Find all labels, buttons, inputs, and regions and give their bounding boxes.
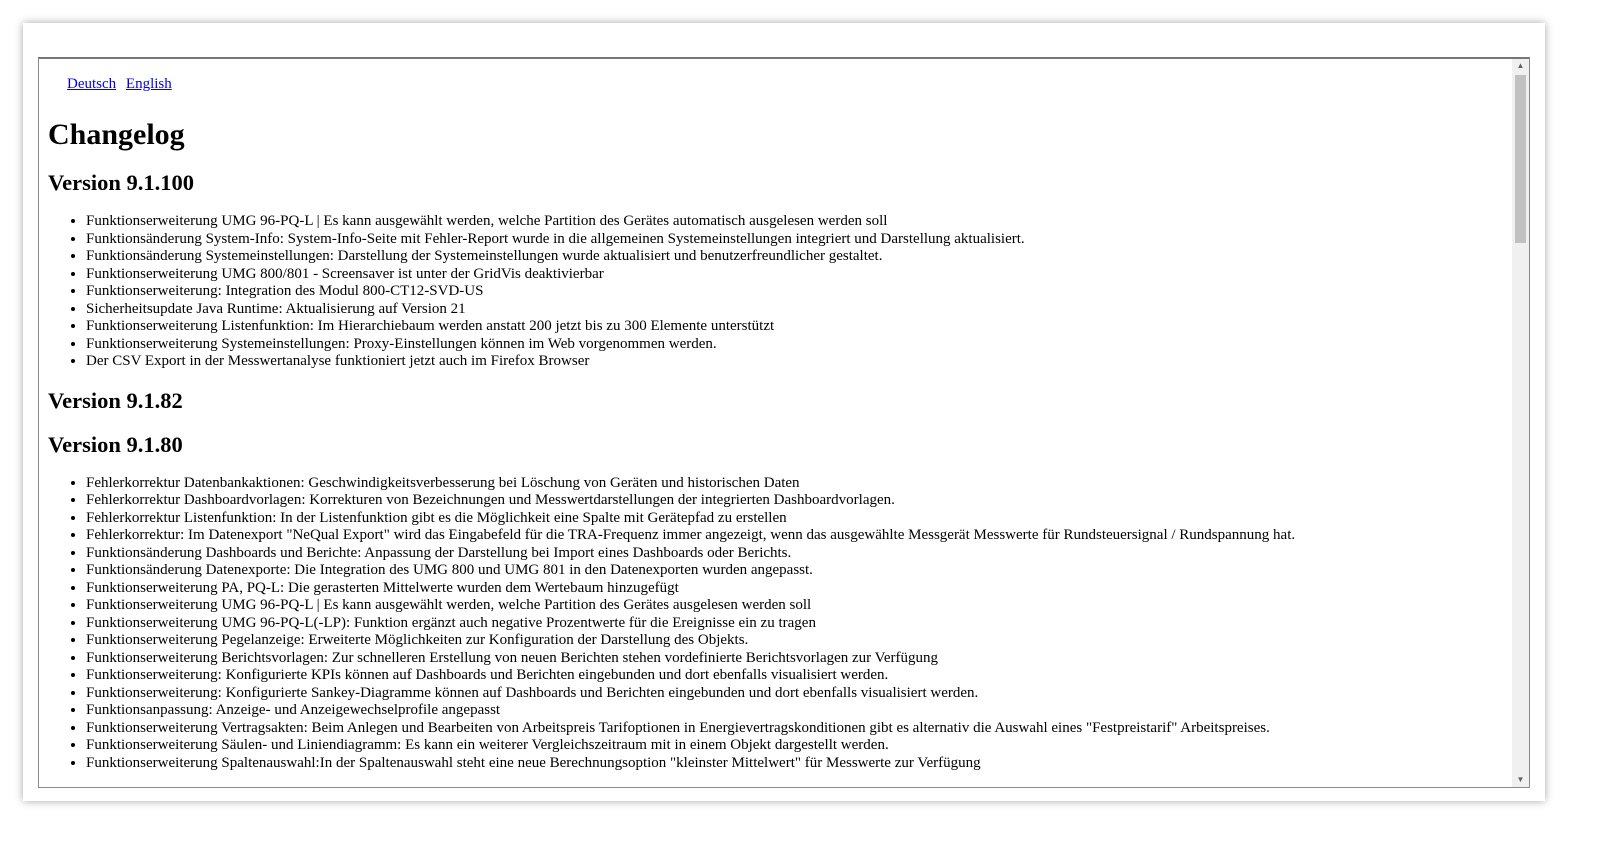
changelog-item: • Funktionsanpassung: Anzeige- und Anzeigewechselprofile angepasst <box>86 702 1509 720</box>
version-list <box>48 167 1509 772</box>
changelog-list <box>48 475 1509 773</box>
scroll-down-arrow-icon[interactable]: ▼ <box>1516 775 1525 784</box>
changelog-item: • Funktionserweiterung UMG 800/801 - Screensaver ist unter der GridVis deaktivierbar <box>86 266 1509 284</box>
page-title: Changelog <box>48 118 185 151</box>
language-link-deutsch[interactable]: Deutsch <box>67 76 117 92</box>
changelog-item: • Funktionsänderung Dashboards und Berichte: Anpassung der Darstellung bei Import eines Dashboards oder Berichts. <box>86 545 1509 563</box>
changelog-item: • Funktionsänderung Systemeinstellungen: Darstellung der Systemeinstellungen wurde aktualisiert und benutzerfreundlicher gestaltet. <box>86 248 1509 266</box>
version-heading: Version 9.1.80 <box>48 431 183 457</box>
changelog-item: • Funktionserweiterung PA, PQ-L: Die gerasterten Mittelwerte wurden dem Wertebaum hinzugefügt <box>86 580 1509 598</box>
changelog-item: • Fehlerkorrektur Dashboardvorlagen: Korrekturen von Bezeichnungen und Messwertdarstellungen der integrierten Dashboardvorlagen. <box>86 492 1509 510</box>
changelog-item: • Funktionserweiterung UMG 96-PQ-L | Es kann ausgewählt werden, welche Partition des Gerätes ausgelesen werden soll <box>86 597 1509 615</box>
version-heading: Version 9.1.100 <box>48 170 195 195</box>
version-heading: Version 9.1.82 <box>48 387 183 413</box>
changelog-item: • Funktionserweiterung: Konfigurierte Sankey-Diagramme können auf Dashboards und Berichten eingebunden und dort ebenfalls visualisiert werden. <box>86 685 1509 703</box>
changelog-item: • Der CSV Export in der Messwertanalyse funktioniert jetzt auch im Firefox Browser <box>86 353 1509 371</box>
changelog-item: • Funktionserweiterung Spaltenauswahl:In der Spaltenauswahl steht eine neue Berechnungsoption "kleinster Mittelwert" für Messwerte zur Verfügung <box>86 755 1509 773</box>
changelog-list <box>48 213 1509 371</box>
changelog-item: • Funktionserweiterung Listenfunktion: Im Hierarchiebaum werden anstatt 200 jetzt bis zu 300 Elemente unterstützt <box>86 318 1509 336</box>
changelog-item: • Fehlerkorrektur Listenfunktion: In der Listenfunktion gibt es die Möglichkeit eine Spalte mit Gerätepfad zu erstellen <box>86 510 1509 528</box>
changelog-item: • Funktionserweiterung UMG 96-PQ-L(-LP): Funktion ergänzt auch negative Prozentwerte für die Ereignisse ein zu tragen <box>86 615 1509 633</box>
scrollbar-thumb[interactable] <box>1515 75 1526 243</box>
changelog-content <box>48 59 1509 787</box>
changelog-item: • Fehlerkorrektur: Im Datenexport "NeQual Export" wird das Eingabefeld für die TRA-Frequenz immer angezeigt, wenn das ausgewählte Messgerät Messwerte für Rundsteuersignal / Rundspannung hat. <box>86 527 1509 545</box>
changelog-item: • Funktionserweiterung UMG 96-PQ-L | Es kann ausgewählt werden, welche Partition des Gerätes automatisch ausgelesen werden soll <box>86 213 1509 231</box>
changelog-item: • Funktionserweiterung Säulen- und Liniendiagramm: Es kann ein weiterer Vergleichszeitraum mit in einem Objekt dargestellt werden. <box>86 737 1509 755</box>
vertical-scrollbar[interactable] <box>1512 59 1529 787</box>
language-links <box>67 76 1509 93</box>
changelog-item: • Fehlerkorrektur Datenbankaktionen: Geschwindigkeitsverbesserung bei Löschung von Geräten und historischen Daten <box>86 475 1509 493</box>
changelog-item: • Funktionsänderung System-Info: System-Info-Seite mit Fehler-Report wurde in die allgemeinen Systemeinstellungen integriert und Darstellung aktualisiert. <box>86 231 1509 249</box>
changelog-item: • Funktionserweiterung: Integration des Modul 800-CT12-SVD-US <box>86 283 1509 301</box>
changelog-item: • Funktionserweiterung: Konfigurierte KPIs können auf Dashboards und Berichten eingebunden und dort ebenfalls visualisiert werden. <box>86 667 1509 685</box>
changelog-item: • Funktionsänderung Datenexporte: Die Integration des UMG 800 und UMG 801 in den Datenexporten wurden angepasst. <box>86 562 1509 580</box>
changelog-item: • Funktionserweiterung Berichtsvorlagen: Zur schnelleren Erstellung von neuen Berichten stehen vordefinierte Berichtsvorlagen zur Verfügung <box>86 650 1509 668</box>
browser-window <box>23 23 1545 801</box>
changelog-item: • Funktionserweiterung Vertragsakten: Beim Anlegen und Bearbeiten von Arbeitspreis Tarifoptionen in Energievertragskonditionen gibt es alternativ die Auswahl eines "Festpreistarif" Arbeitspreises. <box>86 720 1509 738</box>
changelog-item: • Funktionserweiterung Systemeinstellungen: Proxy-Einstellungen können im Web vorgenommen werden. <box>86 336 1509 354</box>
scroll-up-arrow-icon[interactable]: ▲ <box>1516 61 1525 70</box>
changelog-frame <box>38 57 1530 788</box>
changelog-item: • Sicherheitsupdate Java Runtime: Aktualisierung auf Version 21 <box>86 301 1509 319</box>
language-link-english[interactable]: English <box>125 76 172 92</box>
changelog-item: • Funktionserweiterung Pegelanzeige: Erweiterte Möglichkeiten zur Konfiguration der Darstellung des Objekts. <box>86 632 1509 650</box>
